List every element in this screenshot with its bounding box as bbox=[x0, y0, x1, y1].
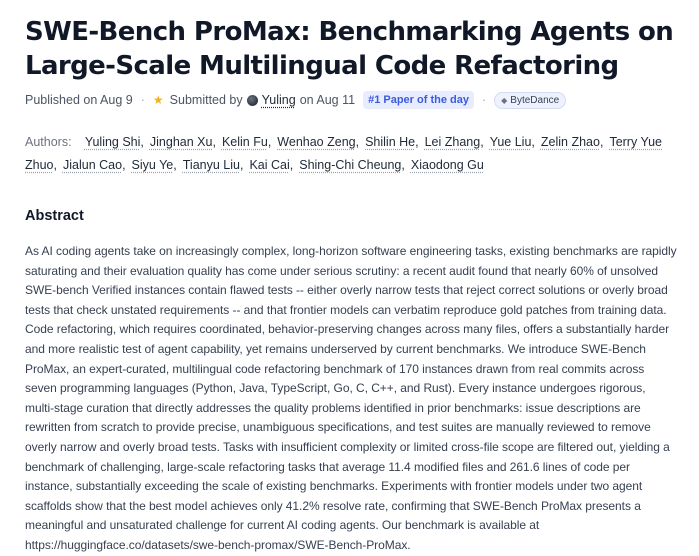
author-link[interactable]: Tianyu Liu bbox=[182, 158, 240, 172]
author-link[interactable]: Shing-Chi Cheung bbox=[299, 158, 402, 172]
paper-meta bbox=[25, 89, 677, 111]
abstract-text: As AI coding agents take on increasingly complex, long-horizon software engineering tasks, existing benchmarks are rapidly saturating and their evaluation quality has come under serious scrutiny: a recent audit found that nearly 60% of unsolved SWE-bench Verified instances contain flawed tests -- either overly narrow tests that reject correct solutions or overly broad tests that check unstated requirements -- and that frontier models can verbatim reproduce gold patches from training data. Code refactoring, which requires coordinated, behavior-preserving changes across many files, offers a substantially harder and more realistic test of agent capability, yet remains underserved by current benchmarks. We introduce SWE-Bench ProMax, an expert-curated, multilingual code refactoring benchmark of 170 instances drawn from real commits across seven programming languages (Python, Java, TypeScript, Go, C, C++, and Rust). Every instance undergoes rigorous, multi-stage curation that directly addresses the quality problems identified in prior benchmarks: issue descriptions are rewritten from scratch to provide precise, unambiguous specifications, and test suites are manually reviewed to remove overly narrow and overly broad tests. Tasks with insufficient complexity or limited cross-file scope are filtered out, yielding a benchmark of challenging, large-scale refactoring tasks that average 11.4 modified files and 261.6 lines of code per instance, substantially exceeding the scale of existing benchmarks. Experiments with frontier models under two agent scaffolds show that the best model achieves only 41.2% resolve rate, confirming that SWE-Bench ProMax presents a meaningful and unsaturated challenge for current AI coding agents. Our benchmark is available at https://huggingface.co/datasets/swe-bench-promax/SWE-Bench-ProMax. bbox=[25, 244, 677, 552]
author-separator: , bbox=[267, 135, 272, 149]
org-tag[interactable] bbox=[494, 92, 566, 109]
published-date: Published on Aug 9 bbox=[25, 93, 133, 107]
author-link[interactable]: Wenhao Zeng bbox=[277, 135, 356, 149]
meta-separator: · bbox=[481, 93, 487, 107]
author-link[interactable]: Lei Zhang bbox=[424, 135, 481, 149]
author-separator: , bbox=[289, 158, 294, 172]
author-separator: , bbox=[140, 135, 144, 149]
author-separator: , bbox=[415, 135, 419, 149]
author-link[interactable]: Jinghan Xu bbox=[149, 135, 213, 149]
author-separator: , bbox=[480, 135, 484, 149]
paper-title: SWE-Bench ProMax: Benchmarking Agents on Large-Scale Multilingual Code Refactoring bbox=[25, 17, 674, 81]
author-separator: , bbox=[401, 158, 405, 172]
author-separator: , bbox=[355, 135, 360, 149]
submitted-by-label: Submitted by bbox=[169, 93, 243, 107]
star-icon: ★ bbox=[152, 93, 164, 107]
author-separator: , bbox=[122, 158, 126, 172]
avatar[interactable] bbox=[247, 95, 258, 106]
authors-label: Authors: bbox=[25, 135, 72, 149]
submitter-link[interactable]: Yuling bbox=[261, 93, 296, 107]
paper-of-the-day-badge[interactable]: #1 Paper of the day bbox=[363, 91, 474, 109]
org-name: ByteDance bbox=[510, 94, 560, 106]
author-link[interactable]: Jialun Cao bbox=[62, 158, 123, 172]
author-link[interactable]: Shilin He bbox=[365, 135, 416, 149]
author-separator: , bbox=[173, 158, 177, 172]
author-link[interactable]: Terry Yue Zhuo bbox=[25, 135, 663, 172]
abstract-heading: Abstract bbox=[25, 208, 84, 224]
submitted-date: on Aug 11 bbox=[299, 93, 356, 107]
author-link[interactable]: Yue Liu bbox=[489, 135, 532, 149]
author-separator: , bbox=[212, 135, 216, 149]
author-separator: , bbox=[599, 135, 604, 149]
author-separator: , bbox=[239, 158, 244, 172]
org-logo-icon: ◆ bbox=[501, 95, 508, 105]
author-separator: , bbox=[531, 135, 535, 149]
author-link[interactable]: Yuling Shi bbox=[84, 135, 141, 149]
author-separator: , bbox=[53, 158, 57, 172]
author-link[interactable]: Kai Cai bbox=[249, 158, 290, 172]
author-link[interactable]: Xiaodong Gu bbox=[410, 158, 484, 172]
authors-list bbox=[25, 131, 677, 177]
author-link[interactable]: Zelin Zhao bbox=[540, 135, 600, 149]
author-link[interactable]: Kelin Fu bbox=[221, 135, 268, 149]
meta-separator: · bbox=[140, 93, 145, 107]
author-link[interactable]: Siyu Ye bbox=[131, 158, 174, 172]
